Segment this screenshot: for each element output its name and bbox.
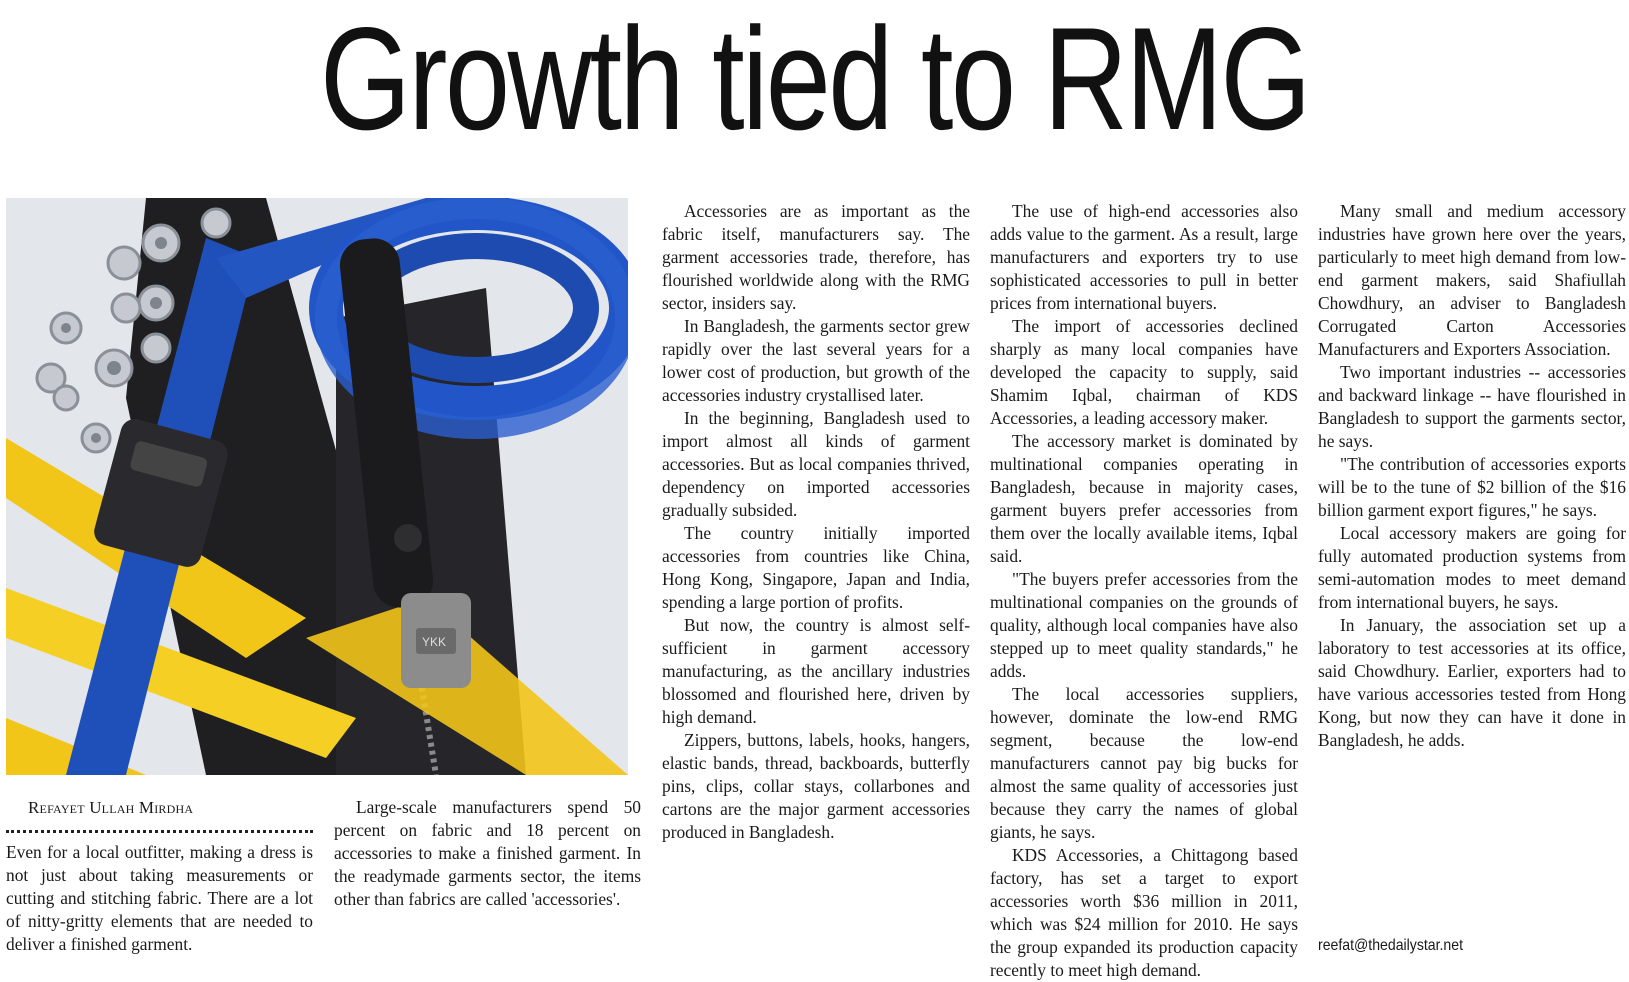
headline: Growth tied to RMG (320, 0, 1309, 160)
article-column-5 (1318, 200, 1626, 752)
paragraph: But now, the country is almost self-sufficient in garment accessory manufacturing, as the ancillary industries blossomed and flourished here, driven by high demand. (662, 615, 970, 727)
article-photo (6, 198, 628, 775)
paragraph: In the beginning, Bangladesh used to import almost all kinds of garment accessories. But as local companies thrived, dependency on imported accessories gradually subsided. (662, 408, 970, 520)
paragraph: Local accessory makers are going for fully automated production systems from semi-automation modes to meet demand from international buyers, he says. (1318, 523, 1626, 612)
paragraph: The accessory market is dominated by multinational companies operating in Bangladesh, because in majority cases, garment buyers prefer accessories from them over the locally available items, Iqbal said. (990, 431, 1298, 566)
paragraph: Large-scale manufacturers spend 50 percent on fabric and 18 percent on accessories to make a finished garment. In the readymade garments sector, the items other than fabrics are called 'accessories'. (334, 797, 641, 909)
accessories-photo-icon (6, 198, 628, 775)
paragraph: The import of accessories declined sharply as many local companies have developed the capacity to supply, said Shamim Iqbal, chairman of KDS Accessories, a leading accessory maker. (990, 316, 1298, 428)
article-column-3 (662, 200, 970, 844)
paragraph: Two important industries -- accessories and backward linkage -- have flourished in Bangladesh to support the garments sector, he says. (1318, 362, 1626, 451)
byline-divider (6, 824, 313, 833)
article-column-2 (334, 796, 641, 911)
svg-text:YKK: YKK (422, 635, 447, 649)
paragraph: KDS Accessories, a Chittagong based factory, has set a target to export accessories worth $36 million in 2011, which was $24 million for 2010. He says the group expanded its production capacity recently to meet high demand. (990, 845, 1298, 980)
paragraph: Accessories are as important as the fabric itself, manufacturers say. The garment accessories trade, therefore, has flourished worldwide along with the RMG sector, insiders say. (662, 201, 970, 313)
paragraph: Many small and medium accessory industries have grown here over the years, particularly to meet high demand from low-end garment makers, said Shafiullah Chowdhury, an adviser to Bangladesh Corrugated Carton Accessories Manufacturers and Exporters Association. (1318, 201, 1626, 359)
paragraph: Zippers, buttons, labels, hooks, hangers, elastic bands, thread, backboards, butterfly pins, clips, collar stays, collarbones and cartons are the major garment accessories produced in Bangladesh. (662, 730, 970, 842)
paragraph: The country initially imported accessories from countries like China, Hong Kong, Singapore, Japan and India, spending a large portion of profits. (662, 523, 970, 612)
article-column-4 (990, 200, 1298, 982)
paragraph: "The buyers prefer accessories from the multinational companies on the grounds of quality, although local companies have also stepped up to meet quality standards," he adds. (990, 569, 1298, 681)
paragraph: In January, the association set up a laboratory to test accessories at its office, said Chowdhury. Earlier, exporters had to have various accessories tested from Hong Kong, but now they can have it done in Bangladesh, he adds. (1318, 615, 1626, 750)
paragraph: "The contribution of accessories exports will be to the tune of $2 billion of the $16 billion garment export figures," he says. (1318, 454, 1626, 520)
byline: Refayet Ullah Mirdha (28, 798, 194, 817)
author-email: reefat@thedailystar.net (1318, 937, 1464, 954)
paragraph: The use of high-end accessories also adds value to the garment. As a result, large manufacturers and exporters try to use sophisticated accessories to pull in better prices from international buyers. (990, 201, 1298, 313)
article-column-1 (6, 796, 313, 956)
paragraph: The local accessories suppliers, however, dominate the low-end RMG segment, because the low-end manufacturers cannot pay big bucks for almost the same quality of accessories just because they carry the names of global giants, he says. (990, 684, 1298, 842)
paragraph: In Bangladesh, the garments sector grew rapidly over the last several years for a lower cost of production, but growth of the accessories industry crystallised later. (662, 316, 970, 405)
paragraph: Even for a local outfitter, making a dress is not just about taking measurements or cutting and stitching fabric. There are a lot of nitty-gritty elements that are needed to deliver a finished garment. (6, 842, 313, 954)
